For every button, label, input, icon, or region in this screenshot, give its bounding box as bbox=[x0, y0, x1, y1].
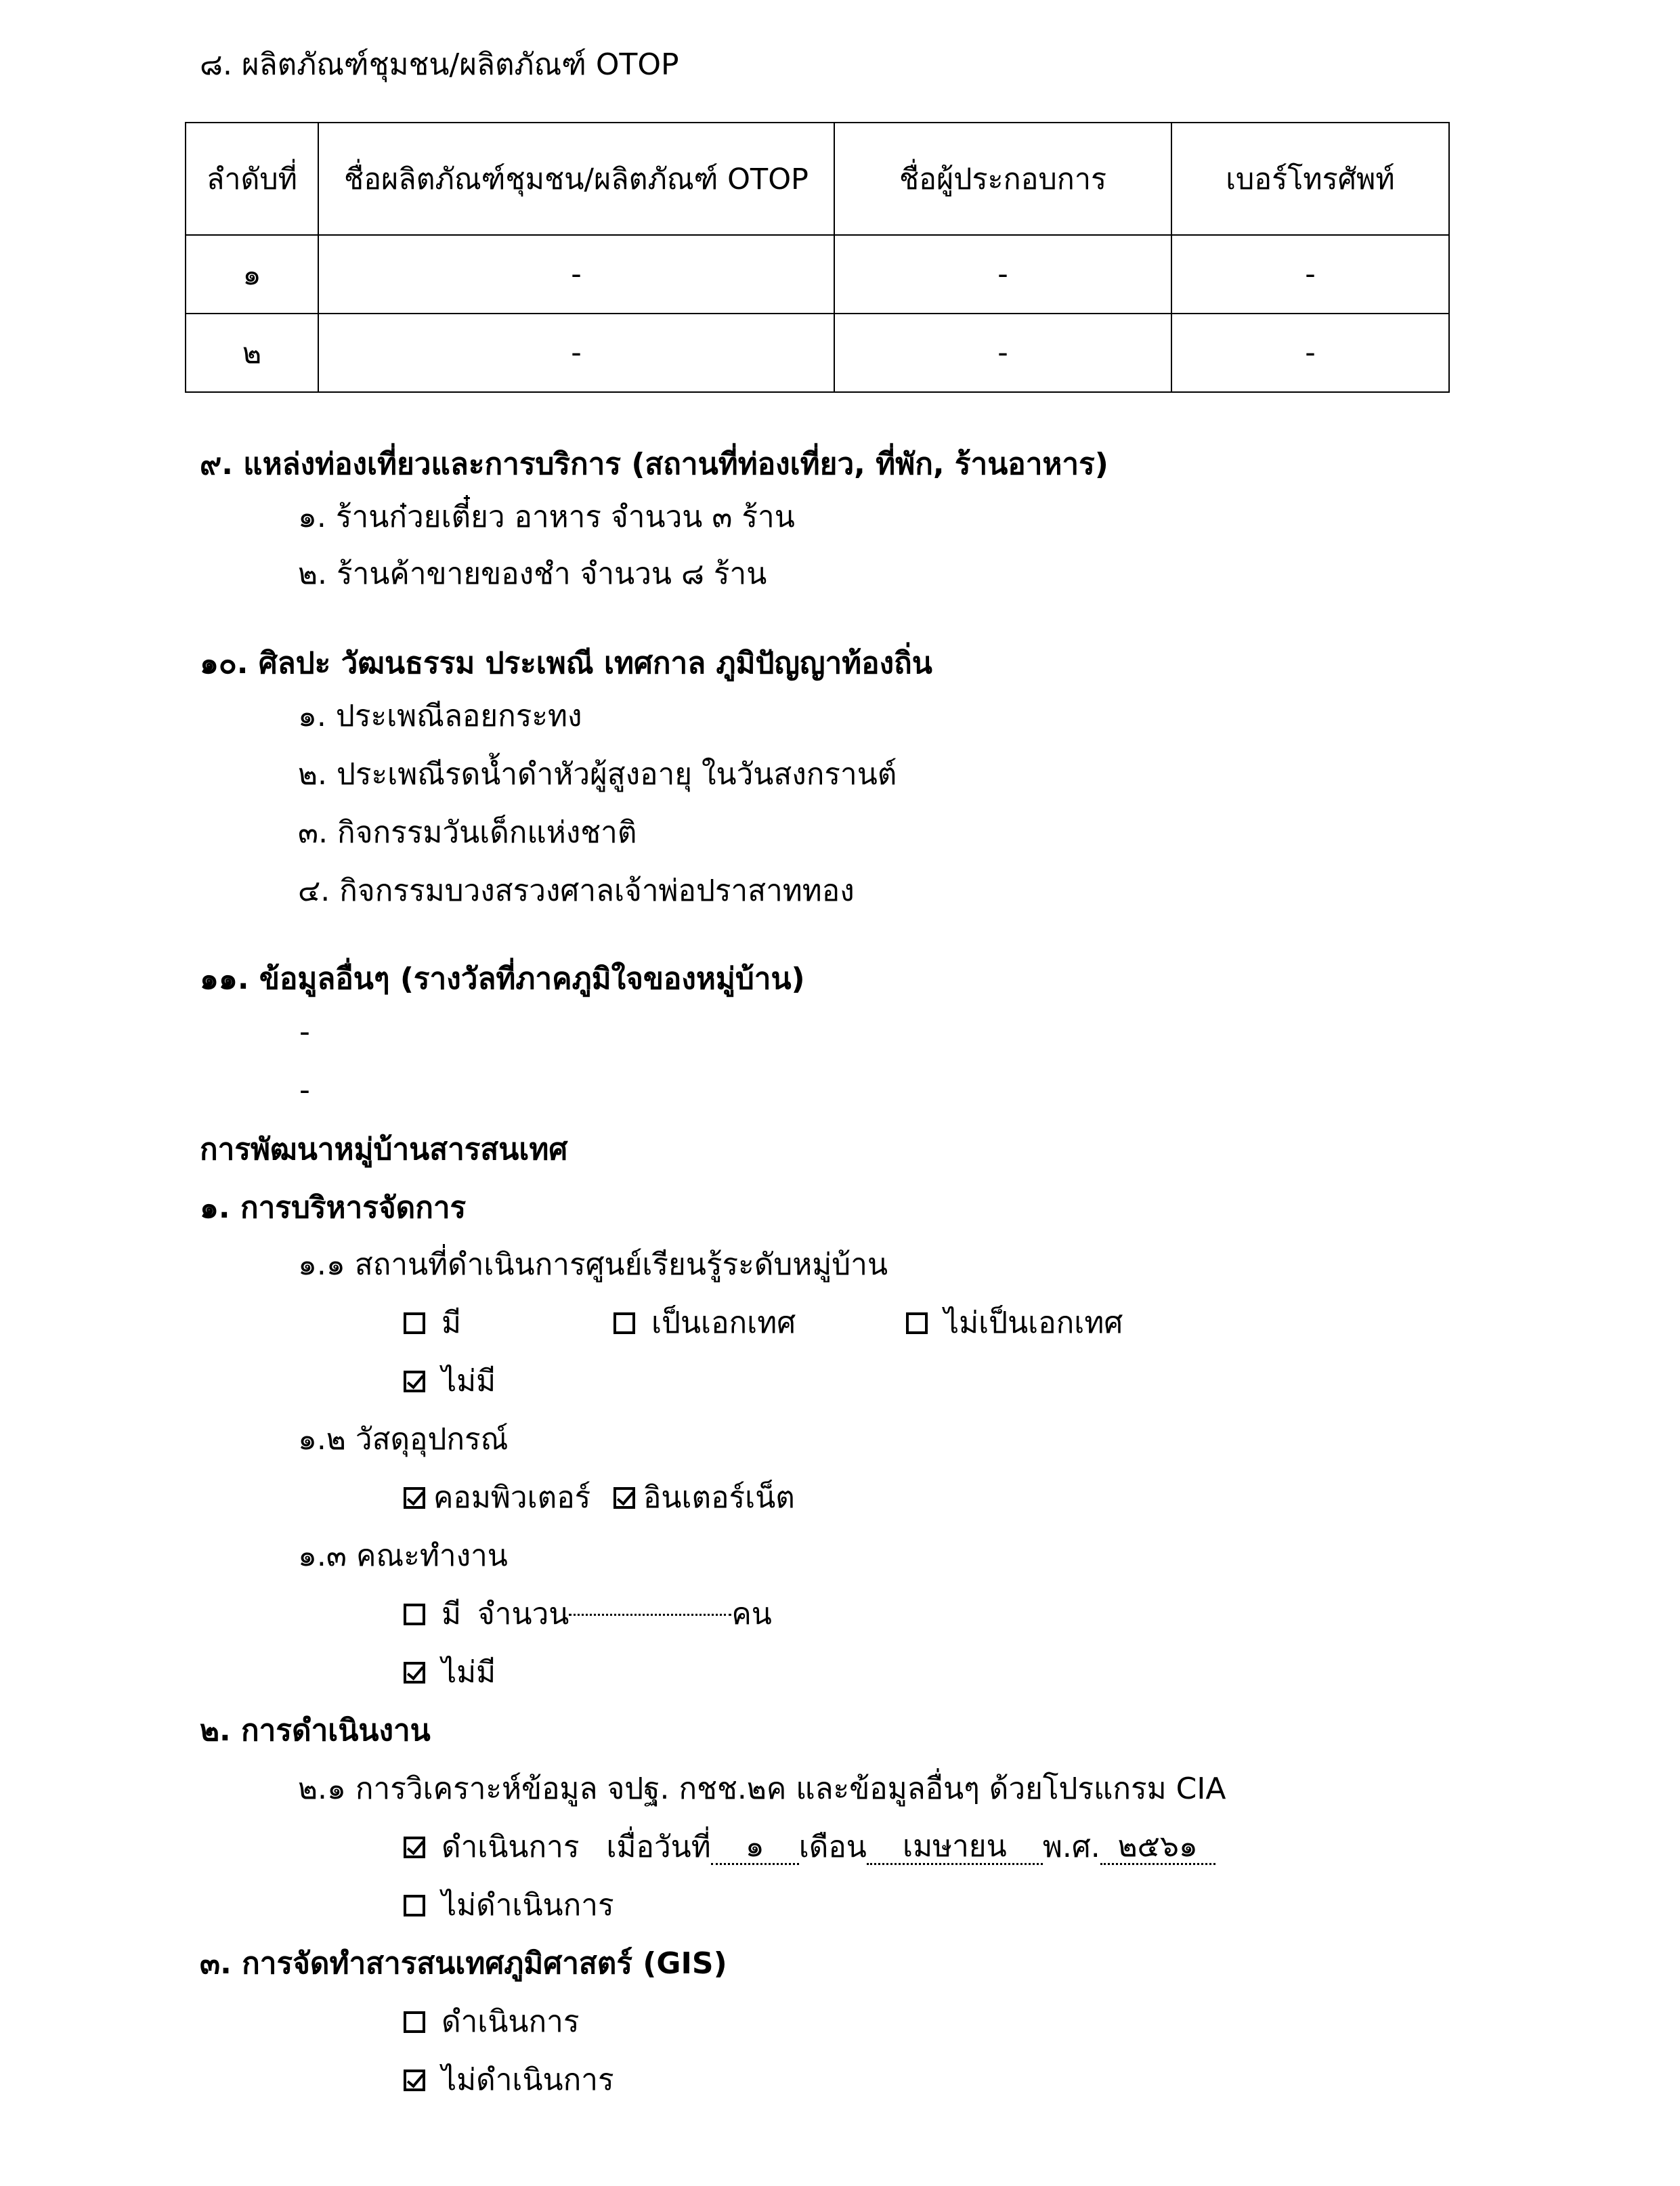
option-team-none[interactable] bbox=[404, 1654, 496, 1693]
option-label: ไม่ดำเนินการ bbox=[441, 1888, 614, 1923]
option-none[interactable] bbox=[404, 1363, 496, 1402]
section-8-heading: ๘. ผลิตภัณฑ์ชุมชน/ผลิตภัณฑ์ OTOP bbox=[200, 47, 679, 82]
checkbox-checked[interactable] bbox=[613, 1487, 635, 1509]
checkbox-checked[interactable] bbox=[404, 1662, 425, 1684]
section-11-heading: ๑๑. ข้อมูลอื่นๆ (รางวัลที่ภาคภูมิใจของหมู่บ้าน) bbox=[200, 962, 805, 996]
cell-product: - bbox=[318, 314, 834, 392]
checkbox[interactable] bbox=[404, 2011, 425, 2033]
option-computer[interactable] bbox=[404, 1479, 590, 1518]
option-label: เป็นเอกเทศ bbox=[651, 1306, 796, 1340]
option-label: ไม่มี bbox=[441, 1364, 496, 1398]
col-header-product: ชื่อผลิตภัณฑ์ชุมชน/ผลิตภัณฑ์ OTOP bbox=[318, 123, 834, 235]
option-cia-done[interactable] bbox=[404, 1828, 1215, 1868]
checkbox[interactable] bbox=[613, 1312, 635, 1334]
cell-product: - bbox=[318, 235, 834, 314]
date-label: เมื่อวันที่ bbox=[606, 1830, 711, 1864]
option-team-has[interactable] bbox=[404, 1595, 772, 1635]
col-header-operator: ชื่อผู้ประกอบการ bbox=[834, 123, 1171, 235]
option-label: ไม่เป็นเอกเทศ bbox=[944, 1306, 1123, 1340]
col-header-order: ลำดับที่ bbox=[186, 123, 318, 235]
option-label: มี bbox=[441, 1306, 462, 1340]
mgmt-heading: ๑. การบริหารจัดการ bbox=[200, 1191, 467, 1225]
q-2-1-label: ๒.๑ การวิเคราะห์ข้อมูล จปฐ. กชช.๒ค และข้อมูลอื่นๆ ด้วยโปรแกรม CIA bbox=[298, 1772, 1226, 1806]
day-field[interactable]: ๑ bbox=[711, 1830, 799, 1865]
list-item: ๑. ร้านก๋วยเตี๋ยว อาหาร จำนวน ๓ ร้าน bbox=[298, 500, 795, 534]
option-standalone[interactable] bbox=[613, 1304, 796, 1344]
table-row bbox=[186, 314, 1449, 392]
list-item: ๔. กิจกรรมบวงสรวงศาลเจ้าพ่อปราสาททอง bbox=[298, 874, 855, 908]
year-label: พ.ศ. bbox=[1042, 1830, 1100, 1864]
option-label: ดำเนินการ bbox=[441, 2005, 580, 2039]
count-label: จำนวน bbox=[477, 1597, 569, 1631]
otop-table bbox=[185, 122, 1450, 393]
checkbox-checked[interactable] bbox=[404, 1487, 425, 1509]
list-item: - bbox=[299, 1073, 310, 1107]
list-item: ๒. ร้านค้าขายของชำ จำนวน ๘ ร้าน bbox=[298, 557, 767, 591]
cell-order: ๑ bbox=[186, 235, 318, 314]
option-label: มี bbox=[441, 1597, 462, 1631]
option-cia-not-done[interactable] bbox=[404, 1887, 614, 1926]
checkbox[interactable] bbox=[404, 1312, 425, 1334]
list-item: ๒. ประเพณีรดน้ำดำหัวผู้สูงอายุ ในวันสงกรานต์ bbox=[298, 757, 897, 792]
option-label: คอมพิวเตอร์ bbox=[433, 1480, 591, 1515]
checkbox-checked[interactable] bbox=[404, 1837, 425, 1858]
month-field[interactable]: เมษายน bbox=[867, 1830, 1043, 1865]
q-1-1-label: ๑.๑ สถานที่ดำเนินการศูนย์เรียนรู้ระดับหมู่บ้าน bbox=[298, 1247, 888, 1282]
option-gis-not-done[interactable] bbox=[404, 2061, 614, 2101]
option-has[interactable] bbox=[404, 1304, 461, 1344]
section-10-heading: ๑๐. ศิลปะ วัฒนธรรม ประเพณี เทศกาล ภูมิปัญญาท้องถิ่น bbox=[200, 646, 932, 681]
list-item: ๓. กิจกรรมวันเด็กแห่งชาติ bbox=[298, 815, 637, 850]
option-gis-done[interactable] bbox=[404, 2003, 579, 2042]
option-internet[interactable] bbox=[613, 1479, 795, 1518]
table-row bbox=[186, 235, 1449, 314]
list-item: ๑. ประเพณีลอยกระทง bbox=[298, 699, 582, 733]
q-1-2-label: ๑.๒ วัสดุอุปกรณ์ bbox=[298, 1422, 509, 1457]
cell-order: ๒ bbox=[186, 314, 318, 392]
cell-operator: - bbox=[834, 235, 1171, 314]
gis-heading: ๓. การจัดทำสารสนเทศภูมิศาสตร์ (GIS) bbox=[200, 1946, 727, 1981]
section-9-heading: ๙. แหล่งท่องเที่ยวและการบริการ (สถานที่ท่องเที่ยว, ที่พัก, ร้านอาหาร) bbox=[200, 447, 1108, 481]
checkbox[interactable] bbox=[404, 1604, 425, 1625]
option-label: ดำเนินการ bbox=[441, 1830, 580, 1864]
cell-phone: - bbox=[1171, 314, 1449, 392]
option-not-standalone[interactable] bbox=[906, 1304, 1123, 1344]
option-label: ไม่ดำเนินการ bbox=[441, 2063, 614, 2097]
checkbox-checked[interactable] bbox=[404, 1371, 425, 1392]
checkbox[interactable] bbox=[404, 1895, 425, 1916]
year-field[interactable]: ๒๕๖๑ bbox=[1100, 1830, 1215, 1865]
q-1-3-label: ๑.๓ คณะทำงาน bbox=[298, 1539, 508, 1573]
list-item: - bbox=[299, 1014, 310, 1049]
ops-heading: ๒. การดำเนินงาน bbox=[200, 1713, 431, 1748]
month-label: เดือน bbox=[798, 1830, 867, 1864]
checkbox[interactable] bbox=[906, 1312, 928, 1334]
option-label: อินเตอร์เน็ต bbox=[643, 1480, 795, 1515]
table-header-row bbox=[186, 123, 1449, 235]
cell-operator: - bbox=[834, 314, 1171, 392]
cell-phone: - bbox=[1171, 235, 1449, 314]
checkbox-checked[interactable] bbox=[404, 2070, 425, 2091]
option-label: ไม่มี bbox=[441, 1655, 496, 1690]
col-header-phone: เบอร์โทรศัพท์ bbox=[1171, 123, 1449, 235]
team-count-field[interactable] bbox=[569, 1614, 731, 1616]
dev-title: การพัฒนาหมู่บ้านสารสนเทศ bbox=[200, 1132, 568, 1167]
unit-label: คน bbox=[731, 1597, 772, 1631]
